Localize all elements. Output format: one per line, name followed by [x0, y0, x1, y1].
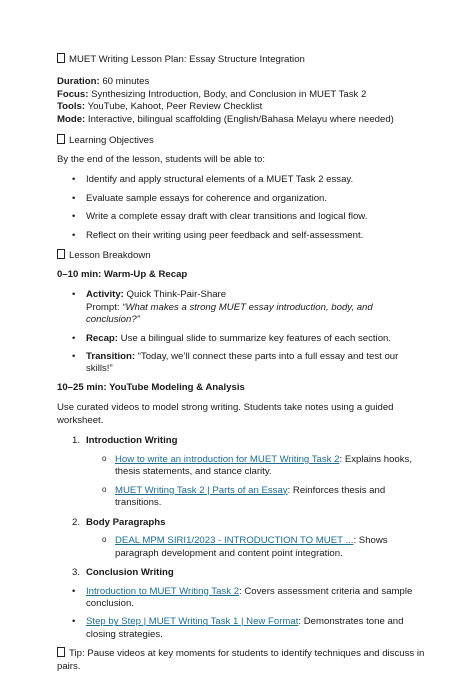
warmup-heading: 0–10 min: Warm-Up & Recap	[57, 268, 188, 280]
list-item	[57, 616, 427, 641]
video-link[interactable]: MUET Writing Task 2 | Parts of an Essay	[115, 484, 288, 496]
objectives-list	[57, 174, 427, 242]
meta-tools	[57, 101, 427, 113]
list-item	[57, 351, 427, 376]
transition-label: Transition:	[86, 350, 136, 362]
list-item: • Evaluate sample essays for coherence and organization.	[57, 193, 427, 205]
list-item: • Write a complete essay draft with clear transitions and logical flow.	[57, 211, 427, 223]
video-description: : Reinforces thesis and transitions.	[115, 484, 386, 509]
video-link[interactable]: How to write an introduction for MUET Writing Task 2	[115, 453, 340, 465]
section-heading: Conclusion Writing	[86, 567, 174, 579]
meta-label: Tools:	[57, 101, 86, 113]
activity-text: Quick Think-Pair-Share	[126, 289, 227, 301]
objectives-intro: By the end of the lesson, students will be able to:	[57, 153, 265, 165]
list-item	[57, 517, 427, 560]
list-number: 2.	[72, 516, 81, 528]
breakdown-heading-line	[57, 249, 427, 262]
list-number: 3.	[72, 567, 81, 579]
placeholder-glyph-icon	[57, 53, 65, 63]
video-description: : Covers assessment criteria and sample conclusion.	[86, 585, 413, 609]
list-item	[57, 586, 427, 611]
meta-label: Mode:	[57, 113, 86, 125]
list-number: 1.	[72, 435, 81, 447]
recap-label: Recap:	[86, 332, 118, 344]
list-item	[86, 485, 427, 510]
video-description: : Explains hooks, thesis statements, and stance clarity.	[115, 453, 413, 478]
placeholder-glyph-icon	[57, 647, 65, 657]
lesson-plan-content	[57, 53, 427, 673]
video-link[interactable]: Introduction to MUET Writing Task 2	[86, 585, 240, 597]
meta-value: Interactive, bilingual scaffolding (English/Bahasa Melayu where needed)	[87, 113, 394, 125]
meta-value: YouTube, Kahoot, Peer Review Checklist	[87, 101, 263, 113]
prompt-text: “What makes a strong MUET essay introduction, body, and conclusion?”	[86, 301, 373, 326]
meta-mode	[57, 114, 427, 126]
list-item	[57, 435, 427, 509]
list-item	[86, 454, 427, 479]
objectives-heading-line	[57, 134, 427, 147]
recap-text: Use a bilingual slide to summarize key features of each section.	[120, 332, 392, 344]
video-link[interactable]: Step by Step | MUET Writing Task 1 | New Format	[86, 616, 299, 628]
video-description: : Shows paragraph development and content point integration.	[115, 535, 388, 559]
prompt-label: Prompt:	[86, 301, 120, 313]
video-link-list	[86, 454, 427, 510]
breakdown-heading: Lesson Breakdown	[69, 250, 151, 262]
tip-text: Tip: Pause videos at key moments for students to identify techniques and discuss in pairs.	[57, 648, 425, 672]
meta-duration	[57, 76, 427, 88]
list-item: • Identify and apply structural elements of a MUET Task 2 essay.	[57, 174, 427, 186]
meta-label: Duration:	[57, 76, 100, 88]
list-item	[57, 289, 427, 326]
activity-label: Activity:	[86, 289, 124, 301]
document-title-line	[57, 53, 427, 66]
list-item	[86, 535, 427, 560]
meta-focus	[57, 89, 427, 101]
placeholder-glyph-icon	[57, 249, 65, 259]
section-heading: Introduction Writing	[86, 435, 178, 447]
youtube-heading: 10–25 min: YouTube Modeling & Analysis	[57, 381, 245, 393]
conclusion-link-list	[57, 586, 427, 642]
meta-value: Synthesizing Introduction, Body, and Conclusion in MUET Task 2	[91, 88, 367, 100]
warmup-list	[57, 289, 427, 376]
video-link-list	[86, 535, 427, 560]
meta-block	[57, 76, 427, 126]
objectives-heading: Learning Objectives	[69, 135, 154, 147]
placeholder-glyph-icon	[57, 134, 65, 144]
video-link[interactable]: DEAL MPM SIRI1/2023 - INTRODUCTION TO MUET ...	[115, 535, 354, 547]
list-item	[57, 567, 427, 579]
list-item	[57, 333, 427, 345]
list-item: • Reflect on their writing using peer feedback and self-assessment.	[57, 230, 427, 242]
section-heading: Body Paragraphs	[86, 516, 166, 528]
document-title: MUET Writing Lesson Plan: Essay Structure Integration	[69, 54, 305, 65]
tip-line	[57, 647, 427, 673]
youtube-intro: Use curated videos to model strong writing. Students take notes using a guided worksheet.	[57, 402, 394, 426]
video-description: : Demonstrates tone and closing strategies.	[86, 616, 404, 640]
transition-text: “Today, we’ll connect these parts into a full essay and test our skills!”	[86, 350, 399, 375]
meta-value: 60 minutes	[102, 76, 150, 88]
meta-label: Focus:	[57, 88, 89, 100]
video-sections	[57, 435, 427, 579]
